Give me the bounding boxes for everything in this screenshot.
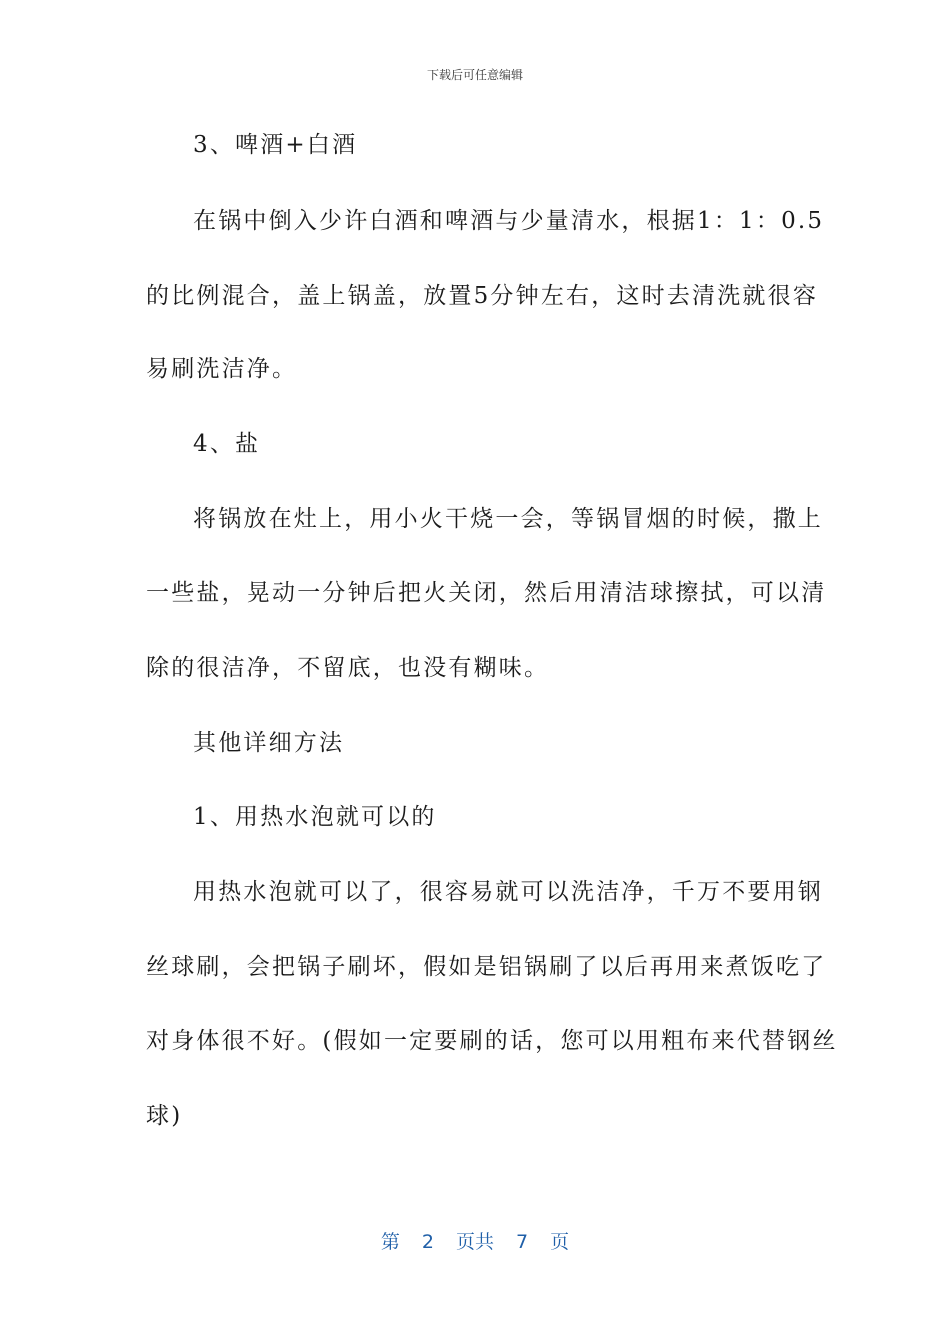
page-number-footer [0, 1227, 950, 1254]
heading-other-methods: 其他详细方法 [193, 730, 345, 756]
paragraph-line: 对身体很不好。(假如一定要刷的话，您可以用粗布来代替钢丝 [146, 1028, 838, 1054]
page-header: 下载后可任意编辑 [426, 68, 523, 82]
footer-middle: 页共 [455, 1231, 494, 1253]
paragraph-line: 除的很洁净，不留底，也没有糊味。 [146, 655, 550, 681]
heading-beer-liquor: 3、啤酒+白酒 [193, 132, 358, 158]
paragraph-line: 一些盐，晃动一分钟后把火关闭，然后用清洁球擦拭，可以清 [146, 580, 827, 606]
paragraph-line: 易刷洗洁净。 [146, 356, 298, 382]
footer-prefix: 第 [380, 1231, 400, 1253]
paragraph-line: 将锅放在灶上，用小火干烧一会，等锅冒烟的时候，撒上 [193, 506, 823, 532]
heading-salt: 4、盐 [193, 431, 261, 457]
paragraph-line: 球) [146, 1103, 183, 1129]
paragraph-line: 在锅中倒入少许白酒和啤酒与少量清水，根据1：1：0.5 [193, 208, 825, 234]
footer-current-page: 2 [421, 1231, 434, 1253]
paragraph-line: 丝球刷，会把锅子刷坏，假如是铝锅刷了以后再用来煮饭吃了 [146, 954, 827, 980]
paragraph-line: 用热水泡就可以了，很容易就可以洗洁净，千万不要用钢 [193, 879, 823, 905]
footer-total-pages: 7 [516, 1231, 529, 1253]
footer-suffix: 页 [550, 1231, 570, 1253]
paragraph-line: 的比例混合，盖上锅盖，放置5分钟左右，这时去清洗就很容 [146, 283, 819, 309]
heading-hot-water: 1、用热水泡就可以的 [193, 804, 437, 830]
